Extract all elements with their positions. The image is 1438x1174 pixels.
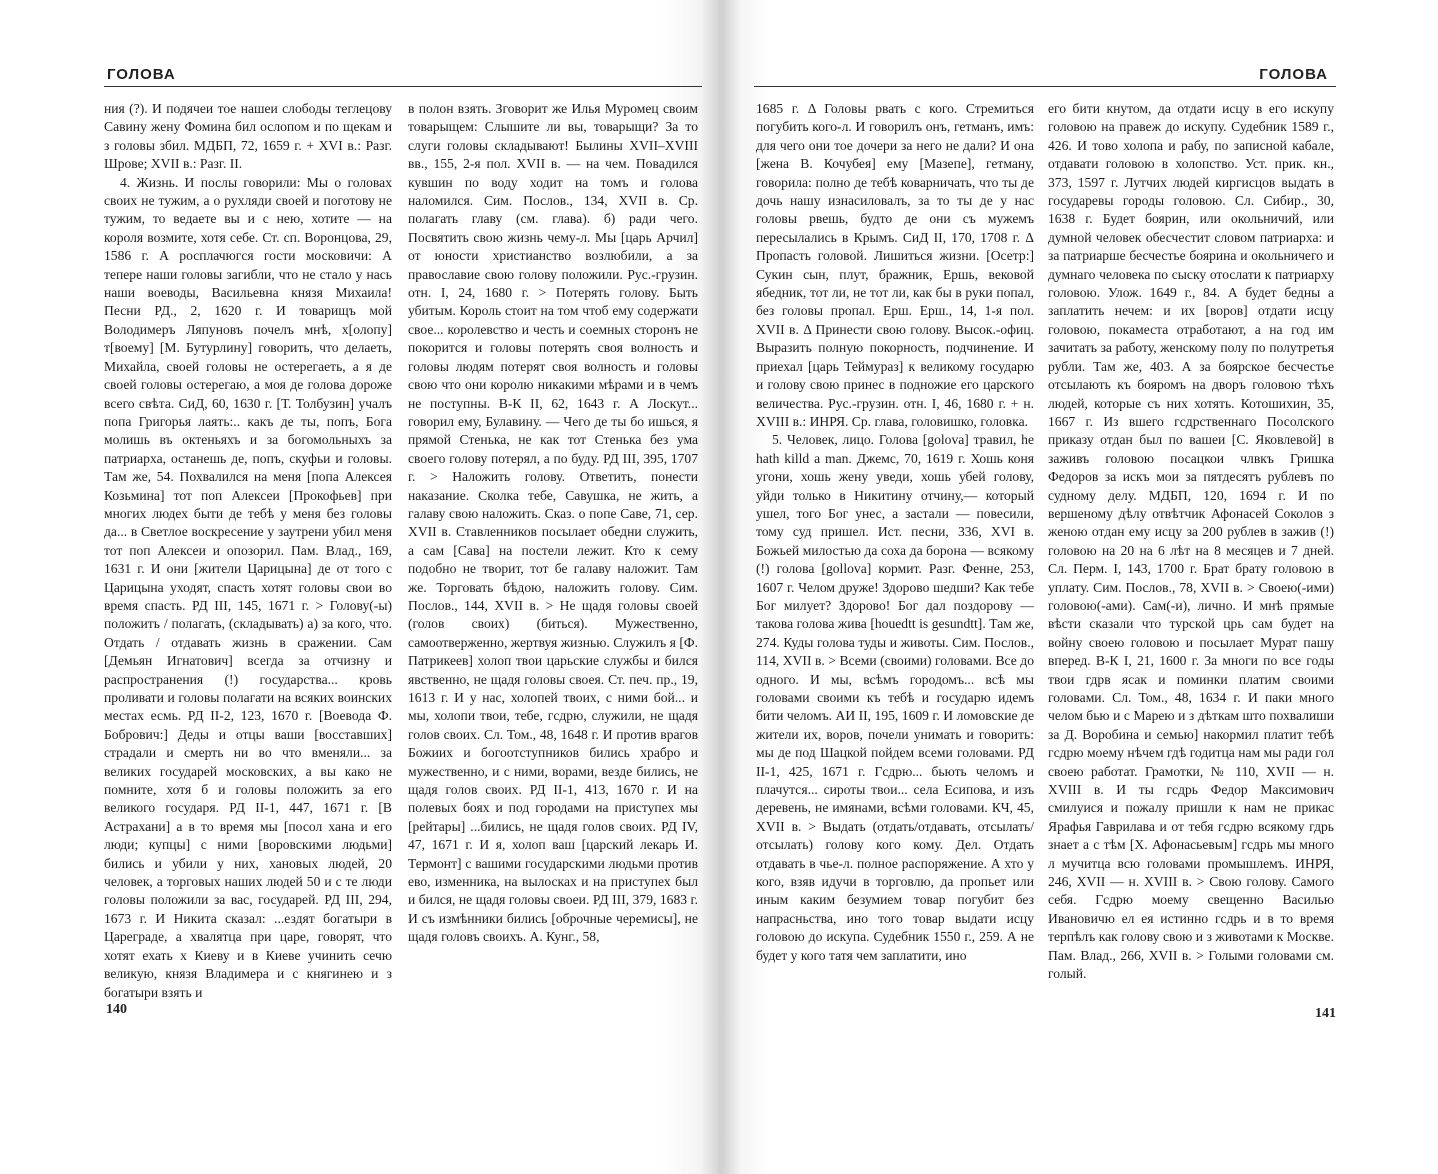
running-head-right: ГОЛОВА (1259, 66, 1328, 83)
paragraph: 1685 г. Δ Головы рвать с кого. Стремиться погубить кого-л. И говорилъ онъ, гетманъ, имъ: для чего они тое дочери за него не дали? И она [жена В. Кочубея] ему [Мазепе], гетману, говорила: полно де тебѣ коварничать, что ты де дочь нашу изнасиловалъ, за то ты де у нас головы рвешь, будто де они съ мужемъ пересылались в Крымъ. СиД II, 170, 1708 г. Δ Пропасть головой. Лишиться жизни. [Осетр:] Сукин сын, плут, бражник, Ершь, вековой ябедник, тот ли, не тот ли, как бы в руки попал, без головы пропал. Ерш. Ерш., 14, 1-я пол. XVII в. Δ Принести свою голову. Высок.-офиц. Выразить полную покорность, подчинение. И приехал [царь Теймураз] к великому государю и голову свою принес в подножие его царского величества. Рус.-грузин. отн. I, 46, 1680 г. + н. XVIII в.: ИНРЯ. Ср. глава, головишко, головка. (756, 101, 1034, 429)
paragraph: 5. Человек, лицо. Голова [golova] травил, he hath killd a man. Джемс, 70, 1619 г. Хошь коня угони, хошь жену уведи, хошь убей голову, уйди только в Никитину отчину,— который ушел, того Бог унес, а застали — повесили, тому суд пришел. Ист. песни, 336, XVI в. Божьей милостью да соха да борона — всякому (!) голова [gollova] кормит. Разг. Фенне, 253, 1607 г. Челом друже! Здорово шедши? Как тебе Бог милует? Здорово! Бог дал поздорову — такова голова жива [houedtt is gesundtt]. Там же, 274. Куды голова туды и животы. Сим. Послов., 114, XVII в. > Всеми (своими) головами. Все до одного. И мы, всѣмъ городомъ... всѣ мы головами своими къ тебѣ и государю идемъ бити челомъ. АИ II, 195, 1609 г. И ломовские де жители их, воров, почели унимать и говорить: мы де под Шацкой пойдем всеми головами. РД II-1, 425, 1671 г. Гсдрю... бьють челомъ и плачутся... сироты твои... села Есипова, и изъ деревень, не имянами, всѣми головами. КЧ, 45, XVII в. > Выдать (отдать/отдавать, отсылать/отсылать) голову кого кому. Дел. Отдать отдавать в чье-л. полное распоряжение. А хто у кого, взяв идучи в торговлю, да пропьет или иным каким безумием товар погубит без напрасньства, ино того товар выдати исцу головою до искупа. Судебник 1550 г., 259. А не будет у кого татя чем заплатити, ино (756, 432, 1034, 963)
running-head-left: ГОЛОВА (107, 66, 176, 83)
left-page (0, 0, 718, 1174)
header-rule-left (104, 86, 702, 87)
left-column-2 (408, 100, 698, 990)
paragraph: в полон взять. Зговорит же Илья Муромец своим товарыщем: Слышите ли вы, товарыщи? За то слуги головы складывают! Былины XVII–XVIII вв., 155, 2-я пол. XVII в. — на чем. Повадился кувшин по воду ходит на томъ и голова наломился. Сим. Послов., 134, XVII в. Ср. полагать главу (см. глава). б) ради чего. Посвятить свою жизнь чему-л. Мы [царь Арчил] от юности христианство возлюбили, а за православие свою голову положили. Рус.-грузин. отн. I, 24, 1680 г. > Потерять голову. Быть убитым. Король стоит на том чтоб ему содержати свое... королевство и честь и соемных сторонъ не покорится и головы потерять своя волность и головы людям потерят своя волность и головы свою что они королю никакими мѣрами и в чемъ не поступны. В-К II, 62, 1643 г. А Лоскут... говорил ему, Булавину. — Чего де ты бо ишься, я прямой Стенька, не как тот Стенька без ума своего голову потерял, а по буду. РД III, 395, 1707 г. > Наложить голову. Ответить, понести наказание. Сколка тебе, Савушка, не жить, а галаву свою наложить. Сказ. о попе Саве, 71, сер. XVII в. Ставленников посылает обедни служить, а сам [Сава] на постели лежит. Кто к сему подобно не творит, тот бе галаву наложит. Там же. Торговать бѣдою, наложить голову. Сим. Послов., 144, XVII в. > Не щадя головы своей (голов своих) (биться). Мужественно, самоотверженно, жертвуя жизнью. Служилъ я [Ф. Патрикеев] холоп твои царьские службы и бился явственно, не щадя головы своея. Ст. печ. пр., 19, 1613 г. И у нас, холопей твоих, с ними бой... и мы, холопи твои, тебе, гсдрю, служили, не щадя голов своих. Сл. Том., 48, 1648 г. И против врагов Божиих и богоотступников бились храбро и мужественно, и с ними, ворами, везде бились, не щадя голов своих. РД II-1, 413, 1670 г. И на полевых боях и под городами на приступех мы [рейтары] ...бились, не щадя голов своих. РД IV, 47, 1671 г. И я, холоп ваш [царский лекарь И. Термонт] с вашими государскими людьми против ево, изменника, на вылосках и на приступех был и бился, не щадя головы своеи. РД III, 379, 1683 г. И съ измѣнники бились [оброчные черемисы], не щадя головъ своихъ. А. Кунг., 58, (408, 101, 698, 945)
right-column-2 (1048, 100, 1334, 990)
right-page (718, 0, 1438, 1174)
right-column-1 (756, 100, 1034, 990)
paragraph: 4. Жизнь. И послы говорили: Мы о головах своих не тужим, а о рухляди своей и поготову не тужим, то ведаете вы и с нею, хотите — на короля возмите, хотя себе. Ст. сп. Воронцова, 29, 1586 г. А росплачюгся гости московичи: А тепере наши головы загибли, что не стало у нась наши воеводы, Васильевна князя Михаила! Песни РД., 2, 1620 г. И товарищъ мой Володимеръ Ляпуновъ почелъ мнѣ, х[олопу] т[воему] [М. Бутурлину] говорить, что делаеть, Михайла, своей головы не остерегаеть, а я де своей головы остерегаю, а моя де голова дороже всего свѣта. СиД, 60, 1630 г. [Т. Толбузин] учалъ попа Григорья лаять:.. какъ де ты, попъ, Бога молишь въ октеньяхъ и за богомольныхъ за патриарха, останешь де, попъ, скуфьи и головы. Там же, 54. Похвалился на меня [попа Алексея Козьмина] тот поп Алексеи [Прокофьев] при многих людех быти де тебѣ у меня без головы да... в Светлое воскресение у заутрени убил меня тот поп Алексеи и опозорил. Пам. Влад., 169, 1631 г. И они [жители Царицына] де от того с Царицына уходят, спасть хотят головы свои во время спасть. РД III, 145, 1671 г. > Голову(-ы) положить / полагать, (складывать) а) за кого, что. Отдать / отдавать жизнь в сражении. Сам [Демьян Игнатович] всегда за отчизну и распространения (!) государства... кровь проливати и головы полагати на всяких воинских местах есмь. РД II-2, 123, 1670 г. [Воевода Ф. Бобрович:] Деды и отцы ваши [восставших] страдали и смерть ни во что вменяли... за великих государей московских, а вы како не помните, хотя б и головы положить за его великого государя. РД II-1, 447, 1671 г. [В Астрахани] а в то время мы [посол хана и его люди; купцы] с ними [воровскими людьми] бились и убили у них, хановых людей, 20 человек, а торговых наших людей 50 и с те люди головы положили за вас, государей. РД III, 294, 1673 г. И Никита сказал: ...ездят богатыри в Цареграде, а хвалятца при царе, говорят, что хотят ехать х Киеву и в Киеве учинить сечю великую, князя Владимера и с княгинею и з богатыри взять и (104, 174, 392, 1000)
paragraph: его бити кнутом, да отдати исцу в его искупу головою на правеж до искупу. Судебник 1589 г., 426. И тово холопа и рабу, по записной кабале, отдавати головою в холопство. Уст. прик. кн., 373, 1597 г. Лутчих людей киргисцов выдать в государевы городы головою. Сл. Сибир., 30, 1638 г. Будет боярин, или окольничий, или думной человек обесчестит словом патриарха: и за патриарше бесчестье боярина и окольничего и думнаго человека по сыску отослати к патриарху головою. Улож. 1649 г., 84. А будет бедны а заплатить нечем: и их [воров] отдати исцу головою, покаместа отработают, а на год им зачитать за работу, женскому полу по полутретья рубли. Там же, 403. А за боярское бесчестье отсылають къ бояромъ на дворъ головою тѣхъ людей, которые съ них хотять. Котошихин, 35, 1667 г. Из вшего гсдрственнаго Посолского приказу отдан был по вашеи [С. Яковлевой] в заживъ головою посацкои члвкъ Гришка Федоров за искъ мои за пятдесятъ рублевъ по судному делу. МДБП, 120, 1694 г. И по вершеному дѣлу отвѣтчик Афонасей Соколов з женою отдан ему исцу за 200 рублев в зажив (!) головою на 20 на 6 лѣт на 8 месяцев и 7 дней. Сл. Перм. I, 143, 1700 г. Брат брату головою в уплату. Сим. Послов., 78, XVII в. > Своею(-ими) головою(-ами). Сам(-и), лично. И мнѣ прямые вѣсти сказали что турской црь сам будет на войну своею головою и посылает Мурат пашу вперед. В-К I, 21, 1600 г. За многи по все годы твои гдрв ясак и поминки платим своими головами. Сл. Том., 48, 1634 г. И паки много челом бью и с Марею и з дѣткам штo похвалиши за Д. Воробина и семью] накормил платит тебѣ гсдрю моему нѣчем гдѣ годитца нам мы ради гол своею работат. Грамотки, № 110, XVII — н. XVIII в. И ты гсдрь Федор Максимович смилуися и пожалу пришли к нам не прикас Ярафья Гаврилава и от тебя гсдрю всякому гдрь знает а с тѣм [Х. Афонасьевым] гсдрь мы много л мучитца всю головами промышлемъ. ИНРЯ, 246, XVII — н. XVIII в. > Свою голову. Самого себя. Гсдрю моему свещенно Василью Ивановичю ел ея истинно гсдрь и в то время терпѣлъ как голову свою и з животами к Москве. Пам. Влад., 266, XVII в. > Голыми головами см. голый. (1048, 101, 1334, 982)
paragraph: ния (?). И подячеи тое нашеи слободы теглецову Савину жену Фомина бил ослопом и по щекам и з головы збил. МДБП, 72, 1659 г. + XVI в.: Разг. Шрове; XVII в.: Разг. II. (104, 101, 392, 172)
left-column-1 (104, 100, 392, 1000)
header-rule-right (754, 86, 1336, 87)
page-number-right: 141 (1315, 1006, 1336, 1021)
page-number-left: 140 (106, 1002, 127, 1017)
